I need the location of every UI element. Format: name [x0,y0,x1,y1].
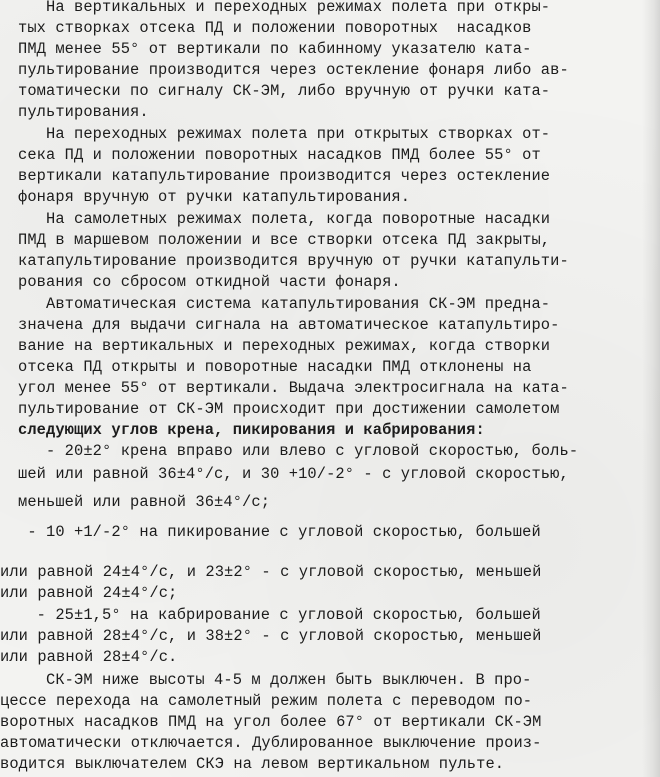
text-line: значена для выдачи сигнала на автоматическое катапультиро- [18,316,560,334]
text-line: или равной 28±4°/с. [0,648,178,666]
text-line: или равной 24±4°/с, и 23±2° - с угловой скоростью, меньшей [0,563,542,581]
text-line: следующих углов крена, пикирования и кабрирования: [18,421,485,439]
text-line: На самолетных режимах полета, когда поворотные насадки [18,210,551,228]
text-line: томатически по сигналу СК-ЭМ, либо вручную от ручки ката- [18,82,551,100]
text-line: угол менее 55° от вертикали. Выдача электросигнала на ката- [18,379,569,397]
text-line: СК-ЭМ ниже высоты 4-5 м должен быть выключен. В про- [18,671,532,689]
text-line: ПМД в маршевом положении и все створки отсека ПД закрыты, [18,231,551,249]
text-line: пультирование производится через остекление фонаря либо ав- [18,61,569,79]
text-line: ПМД менее 55° от вертикали по кабинному указателю ката- [18,40,532,58]
text-line: Автоматическая система катапультирования СК-ЭМ предна- [18,295,551,313]
text-line: или равной 28±4°/с, и 38±2° - с угловой скоростью, меньшей [0,627,542,645]
text-line: На переходных режимах полета при открытых створках от- [18,125,551,143]
text-line: автоматически отключается. Дублированное выключение произ- [0,734,542,752]
text-line: или равной 24±4°/с; [0,584,178,602]
text-line: сека ПД и положении поворотных насадков ПМД более 55° от [18,146,541,164]
text-line: вертикали катапультирование производится через остекление [18,167,551,185]
text-line: рования со сбросом откидной части фонаря. [18,273,401,291]
text-line: - 25±1,5° на кабрирование с угловой скоростью, большей [18,606,541,624]
text-line: фонаря вручную от ручки катапультирования. [18,188,411,206]
text-line: пультирование от СК-ЭМ происходит при достижении самолетом [18,400,560,418]
text-line: - 20±2° крена вправо или влево с угловой скоростью, боль- [18,442,579,460]
page-edge-shadow [642,0,660,777]
text-line: меньшей или равной 36±4°/с; [18,493,271,511]
text-line: отсека ПД открыты и поворотные насадки ПМД отклонены на [18,358,532,376]
text-line: шей или равной 36±4°/с, и 30 +10/-2° - с угловой скоростью, [18,465,569,483]
text-line: водится выключателем СКЭ на левом вертикальном пульте. [0,755,505,773]
text-line: На вертикальных и переходных режимах полета при откры- [18,0,551,16]
text-line: вание на вертикальных и переходных режимах, когда створки [18,337,551,355]
text-line: тых створках отсека ПД и положении поворотных насадков [18,19,532,37]
text-line: воротных насадков ПМД на угол более 67° от вертикали СК-ЭМ [0,713,542,731]
text-line: - 10 +1/-2° на пикирование с угловой скоростью, большей [18,523,541,541]
text-line: цессе перехода на самолетный режим полета с переводом по- [0,692,533,710]
text-line: катапультирование производится вручную от ручки катапульти- [18,252,569,270]
text-line: пультирования. [18,103,149,121]
